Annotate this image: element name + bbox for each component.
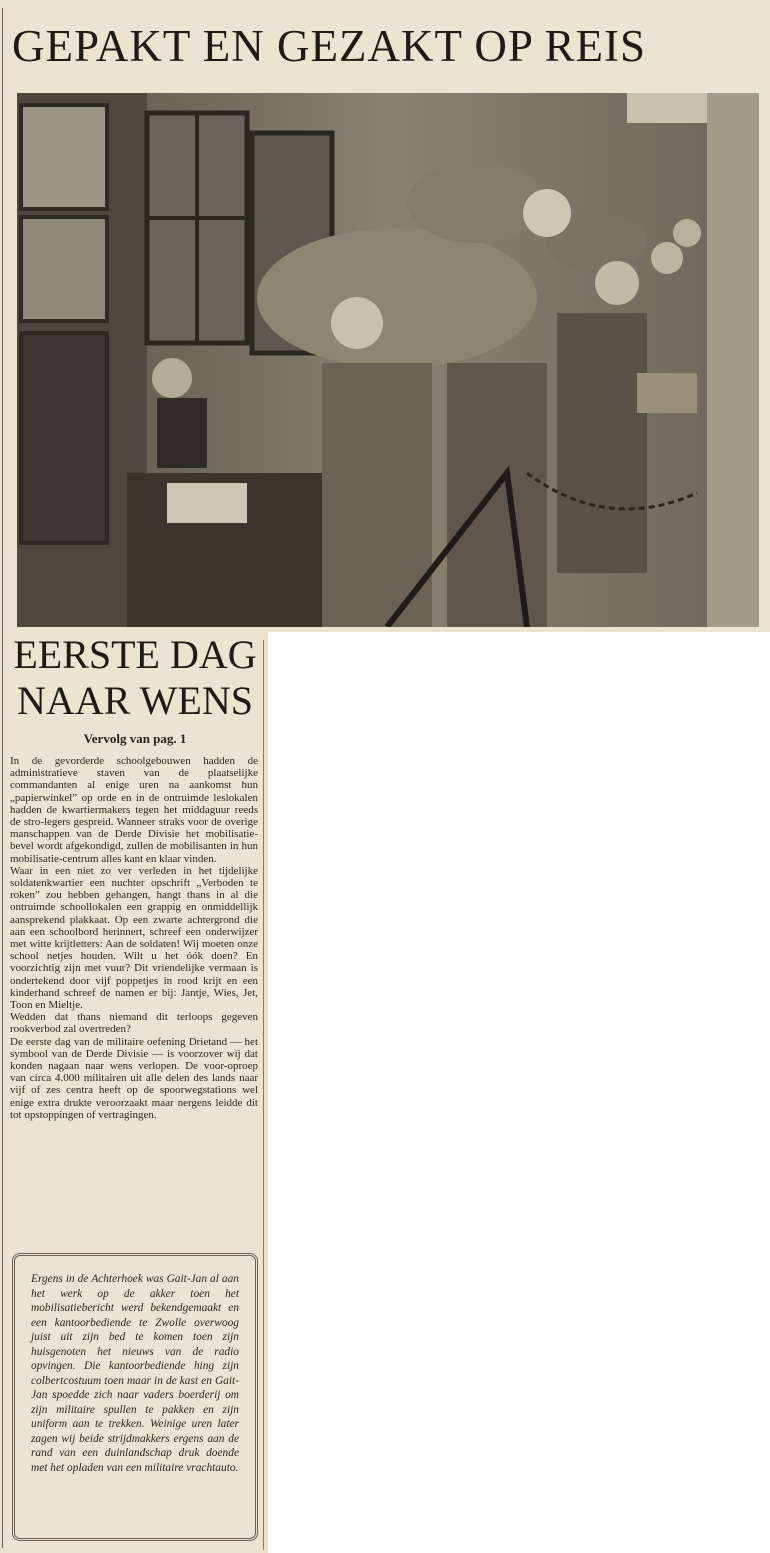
photo-soldiers-with-kitbags-icon <box>17 93 759 627</box>
subheadline-line-2: NAAR WENS <box>17 678 253 723</box>
paragraph: Waar in een niet zo ver verleden in het tijdelijke soldatenkwartier een nuchter opschrift „Verboden te roken” zou hebben gehangen, hangt thans in al die ontruimde schoollokalen een grappig en onmiddellijk aansprekend plakkaat. Op een zwarte achtergrond die aan een schoolbord herinnert, schreef een onderwijzer met witte krijtletters: Aan de soldaten! Wij moeten onze school netjes houden. Wilt u het óók doen? En voorzichtig zijn met vuur? Dit vriendelijke vermaan is ondertekend door vijf poppetjes in rood krijt en een kinderhand schreef de namen er bij: Jantje, Wies, Jet, Toon en Mieltje. <box>10 864 258 1012</box>
paragraph: In de gevorderde schoolgebouwen hadden de administratieve staven van de plaatselijke commandanten al enige uren na aankomst hun „papierwinkel” op orde en in de ontruimde leslokalen hadden de kwartiermakers tegen het middaguur reeds de stro-legers gespreid. Wanneer straks voor de overige manschappen van de Derde Divisie het mobilisatie-bevel wordt afgekondigd, zullen de mobilisanten in hun mobilisatie-centrum alles kant en klaar vinden. <box>10 755 258 865</box>
headline: GEPAKT EN GEZAKT OP REIS <box>12 21 647 71</box>
article-body <box>10 755 258 1121</box>
paragraph: De eerste dag van de militaire oefening Drietand — het symbool van de Derde Divisie — is voorzover wij dat konden nagaan naar wens verlopen. De voor-oproep van circa 4.000 militairen uit alle delen des lands naar vijf of zes centra heeft op de spoorwegstations wel enige extra drukte veroorzaakt maar nergens leidde dit tot opstoppingen of vertragingen. <box>10 1035 258 1121</box>
paragraph: Wedden dat thans niemand dit terloops gegeven rookverbod zal overtreden? <box>10 1011 258 1036</box>
subheadline <box>10 632 260 724</box>
column-divider-right <box>263 640 264 1550</box>
column-divider <box>2 8 3 1548</box>
news-photo <box>17 93 759 627</box>
continued-note: Vervolg van pag. 1 <box>83 731 187 746</box>
boxed-sidebar <box>12 1253 258 1541</box>
boxed-sidebar-text: Ergens in de Achterhoek was Gait-Jan al aan het werk op de akker toen het mobilisatiebericht werd bekendgemaakt en een kantoorbediende te Zwolle overwoog juist uit zijn bed te komen toen zijn huisgenoten het nieuws van de radio opvingen. Die kantoorbediende hing zijn colbertcostuum toen maar in de kast en Gait-Jan spoedde zich naar vaders boerderij om zijn militaire spullen te pakken en zijn uniform aan te trekken. Weinige uren later zagen wij beide strijdmakkers ergens aan de rand van een duinlandschap druk doende met het opladen van een militaire vrachtauto. <box>31 1273 239 1474</box>
subheadline-line-1: EERSTE DAG <box>13 632 257 677</box>
